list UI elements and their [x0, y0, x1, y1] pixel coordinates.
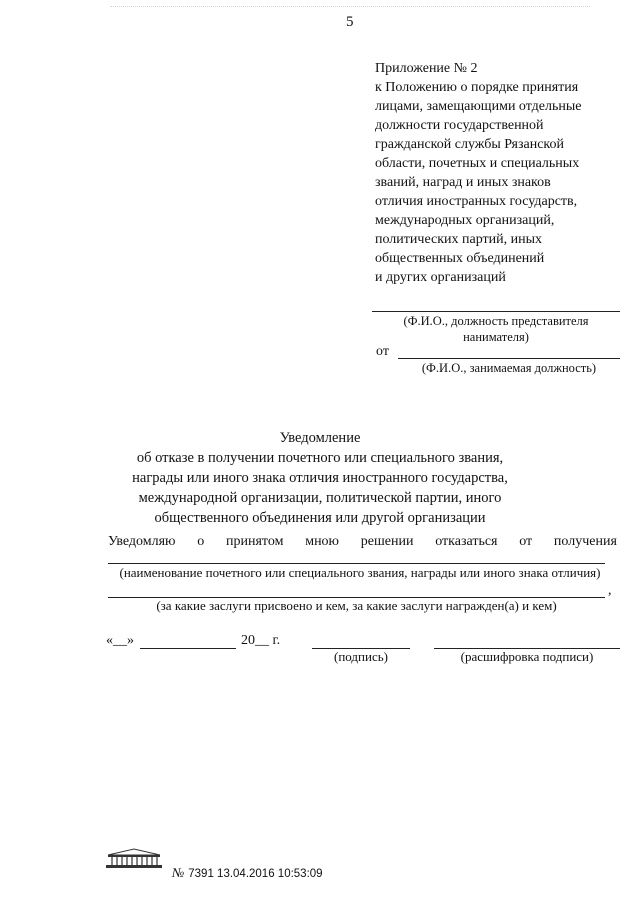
appendix-line: лицами, замещающими отдельные — [375, 99, 582, 114]
date-day-field[interactable]: «__» — [106, 633, 134, 648]
body-word: мною — [305, 534, 340, 549]
appendix-line: и других организаций — [375, 270, 506, 285]
notice-subtitle-line: международной организации, политической партии, иного — [138, 490, 502, 506]
body-word: решении — [360, 534, 414, 549]
number-sign: № — [172, 865, 185, 880]
appendix-line: общественных объединений — [375, 251, 545, 266]
date-month-blank-line[interactable] — [140, 648, 236, 649]
appendix-header — [375, 59, 615, 287]
appendix-line: гражданской службы Рязанской — [375, 137, 565, 152]
merits-comma: , — [608, 583, 612, 598]
body-word: Уведомляю — [108, 534, 176, 549]
appendix-line: международных организаций, — [375, 213, 555, 228]
signature-caption: (подпись) — [334, 649, 388, 664]
from-caption: (Ф.И.О., занимаемая должность) — [421, 361, 597, 375]
body-word: принятом — [226, 534, 284, 549]
award-blank-line[interactable] — [108, 563, 605, 564]
building-stamp-icon — [104, 848, 164, 870]
body-word: о — [197, 534, 205, 549]
merits-caption: (за какие заслуги присвоено и кем, за какие заслуги награжден(а) и кем) — [156, 598, 557, 613]
registration-stamp — [172, 865, 323, 881]
appendix-line: политических партий, иных — [375, 232, 543, 247]
notice-title: Уведомление — [279, 430, 361, 446]
scan-noise — [110, 6, 590, 9]
employer-caption-line-1: (Ф.И.О., должность представителя — [403, 314, 589, 328]
appendix-line: к Положению о порядке принятия — [375, 80, 579, 95]
from-label: от — [376, 344, 389, 359]
date-year-field[interactable]: 20__ г. — [241, 633, 281, 648]
appendix-line: Приложение № 2 — [375, 61, 478, 76]
body-word: от — [519, 534, 533, 549]
appendix-line: области, почетных и специальных — [375, 156, 580, 171]
body-word: отказаться — [435, 534, 498, 549]
award-caption: (наименование почетного или специального звания, награды или иного знака отличия) — [119, 565, 601, 580]
registration-text: 7391 13.04.2016 10:53:09 — [188, 868, 323, 880]
employer-blank-line[interactable] — [372, 311, 620, 312]
notice-subtitle-line: об отказе в получении почетного или специального звания, — [136, 450, 504, 466]
decipher-caption: (расшифровка подписи) — [460, 649, 594, 664]
body-word: получения — [553, 534, 617, 549]
notice-title-block — [0, 428, 640, 528]
from-blank-line[interactable] — [398, 358, 620, 359]
notice-subtitle-line: общественного объединения или другой организации — [154, 510, 486, 526]
employer-caption-line-2: нанимателя) — [463, 330, 529, 344]
employer-caption — [372, 313, 620, 345]
appendix-line: званий, наград и иных знаков — [375, 175, 551, 190]
appendix-line: должности государственной — [375, 118, 544, 133]
appendix-line: отличия иностранных государств, — [375, 194, 578, 209]
notice-subtitle-line: награды или иного знака отличия иностранного государства, — [132, 470, 508, 486]
page-number: 5 — [346, 14, 354, 30]
notice-body-sentence — [108, 534, 617, 550]
